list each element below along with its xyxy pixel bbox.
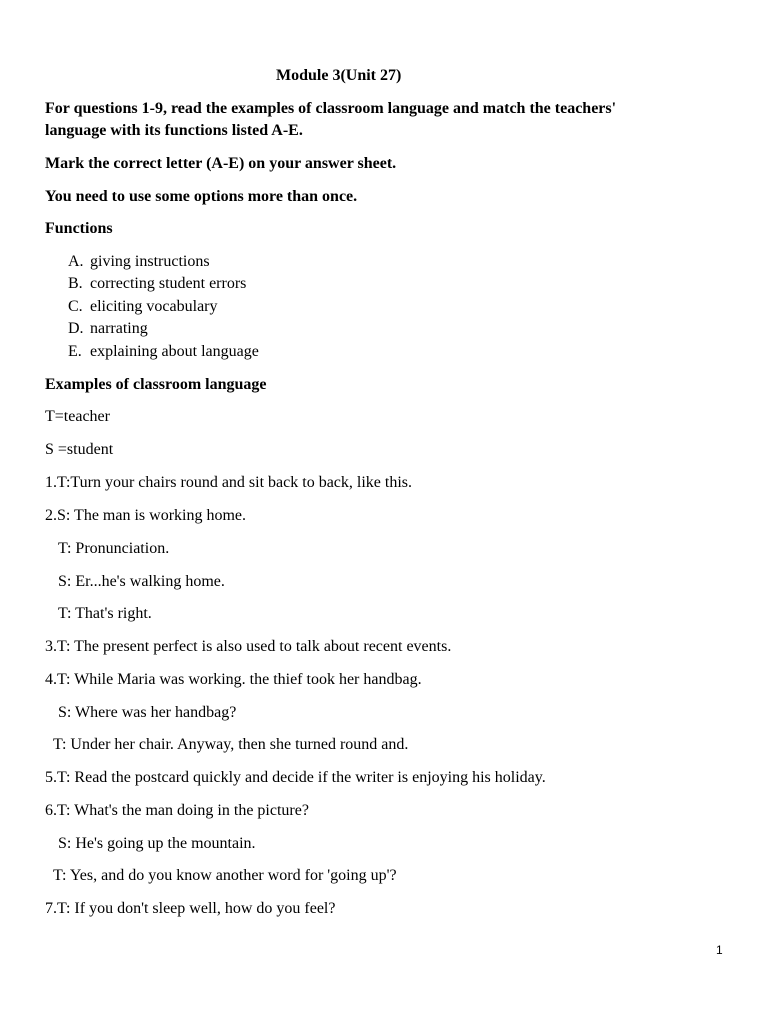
option-text: narrating: [90, 320, 148, 337]
function-option-b: [68, 274, 246, 294]
example-line: S: Where was her handbag?: [58, 704, 237, 721]
instruction-mark: Mark the correct letter (A-E) on your answer sheet.: [45, 155, 397, 172]
page-number: 1: [716, 943, 723, 957]
option-letter: C.: [68, 298, 83, 315]
function-option-e: [68, 342, 259, 362]
example-line: 4.T: While Maria was working. the thief took her handbag.: [45, 671, 422, 688]
example-line: 5.T: Read the postcard quickly and decide if the writer is enjoying his holiday.: [45, 769, 546, 786]
option-letter: E.: [68, 343, 82, 360]
option-letter: B.: [68, 275, 83, 292]
example-line: T: Pronunciation.: [58, 540, 170, 557]
option-letter: A.: [68, 253, 84, 270]
function-option-a: [68, 252, 210, 272]
example-line: S: Er...he's walking home.: [58, 573, 225, 590]
option-text: explaining about language: [90, 343, 259, 360]
function-option-c: [68, 297, 218, 317]
functions-heading: Functions: [45, 220, 113, 237]
example-line: T: That's right.: [58, 605, 152, 622]
instruction-line-1: For questions 1-9, read the examples of classroom language and match the teachers': [45, 100, 617, 117]
example-line: 6.T: What's the man doing in the picture?: [45, 802, 309, 819]
example-line: S: He's going up the mountain.: [58, 835, 256, 852]
option-text: correcting student errors: [90, 275, 247, 292]
example-line: 1.T:Turn your chairs round and sit back to back, like this.: [45, 474, 412, 491]
option-letter: D.: [68, 320, 84, 337]
example-line: 3.T: The present perfect is also used to talk about recent events.: [45, 638, 452, 655]
instruction-reuse: You need to use some options more than once.: [45, 188, 358, 205]
option-text: eliciting vocabulary: [90, 298, 218, 315]
example-line: 2.S: The man is working home.: [45, 507, 247, 524]
option-text: giving instructions: [90, 253, 210, 270]
examples-heading: Examples of classroom language: [45, 376, 267, 393]
function-option-d: [68, 319, 148, 339]
example-line: T: Yes, and do you know another word for 'going up'?: [53, 867, 397, 884]
page-title: Module 3(Unit 27): [276, 67, 402, 84]
example-line: 7.T: If you don't sleep well, how do you feel?: [45, 900, 336, 917]
instruction-line-2: language with its functions listed A-E.: [45, 122, 303, 139]
example-line: T: Under her chair. Anyway, then she turned round and.: [53, 736, 409, 753]
key-teacher: T=teacher: [45, 408, 110, 425]
key-student: S =student: [45, 441, 114, 458]
